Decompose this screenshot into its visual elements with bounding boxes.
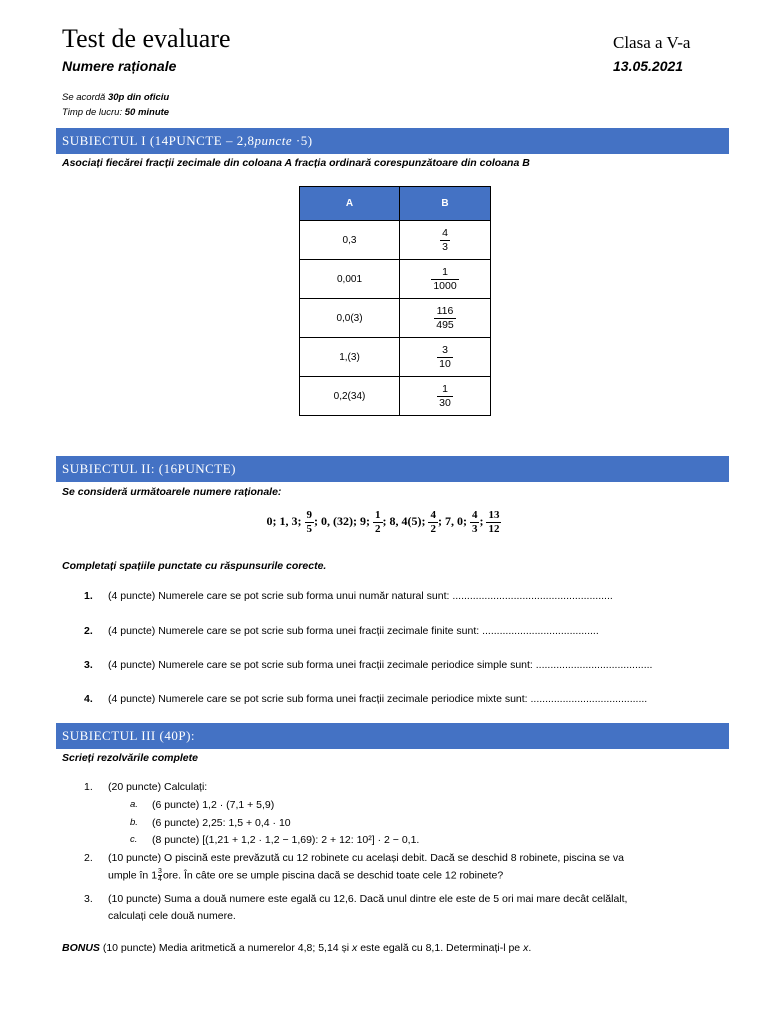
sub-text: (6 puncte) 2,25: 1,5 + 0,4 · 10 [152,817,291,829]
item-text: ore. În câte ore se umple piscina dacă se deschid toate cele 12 robinete? [162,869,504,882]
fraction [431,266,458,291]
item-text: (4 puncte) Numerele care se pot scrie sub forma unui număr natural sunt: ....................................................... [108,590,613,602]
test-subtitle: Numere raționale [62,58,177,74]
fraction [373,509,383,535]
table-row [300,338,491,377]
numerator: 4 [442,227,448,240]
office-prefix: Se acordă [62,92,108,103]
numerator: 3 [442,344,448,357]
table-row [300,377,491,416]
table-row [300,221,491,260]
fraction [437,344,453,369]
table-row [300,260,491,299]
fraction-cell [400,377,491,416]
item-number: 3. [84,893,93,905]
section2-header-bar: SUBIECTUL II: (16PUNCTE) [56,456,729,482]
subproblem-a [0,799,768,813]
denominator: 495 [436,318,454,331]
list-item [0,693,768,707]
fraction [440,227,450,252]
item-number: 3. [84,659,93,671]
item-text: (4 puncte) Numerele care se pot scrie sub forma unei fracții zecimale finite sunt: ........................................ [108,625,599,637]
bonus-problem [62,942,531,954]
time-prefix: Timp de lucru: [62,107,125,118]
section3-instruction: Scrieți rezolvările complete [62,752,198,764]
list-item [0,659,768,673]
column-b-header: B [400,187,491,221]
item-text: (4 puncte) Numerele care se pot scrie sub forma unei fracții zecimale periodice mixte sunt: ........................................ [108,693,648,705]
denominator: 1000 [433,279,457,292]
numerator: 3 [158,868,162,875]
problem-3-line2: calculați cele două numere. [108,910,236,922]
fraction [437,383,453,408]
numbers-part: ; [479,513,487,528]
office-points-note [62,92,169,103]
denominator: 12 [488,522,500,535]
subproblem-c [0,834,768,848]
section1-title-suffix: ·5) [292,133,313,148]
section1-instruction: Asociați fiecărei fracții zecimale din coloana A fracția ordinară corespunzătoare din coloana B [62,157,530,169]
sub-letter: a. [130,799,138,810]
denominator: 2 [375,522,381,535]
section2-instruction: Se consideră următoarele numere raționale: [62,486,282,498]
denominator: 3 [442,240,448,253]
subproblem-b [0,817,768,831]
fraction-cell [400,221,491,260]
work-time-note [62,107,169,118]
sub-letter: b. [130,817,138,828]
variable-x: x [523,942,529,954]
decimal-cell: 0,0(3) [300,299,400,338]
table-header-row [300,187,491,221]
rational-numbers-list [0,509,768,535]
item-text: (10 puncte) O piscină este prevăzută cu 12 robinete cu același debit. Dacă se deschid 8 robinete, piscina se va [108,852,624,864]
variable-x: x [352,942,358,954]
section1-title-prefix: SUBIECTUL I (14PUNCTE – 2,8 [62,133,255,148]
fraction [428,509,438,535]
numerator: 4 [430,509,436,521]
work-time: 50 minute [124,107,170,118]
problem-2-line2 [108,868,503,883]
fraction-cell [400,299,491,338]
numerator: 116 [436,305,454,318]
section1-header-bar [56,128,729,154]
completion-instruction: Completați spațiile punctate cu răspunsurile corecte. [62,560,327,572]
fraction [158,868,162,883]
denominator: 5 [306,522,313,535]
section1-title-italic: puncte [254,133,293,148]
fraction [305,509,315,535]
item-number: 2. [84,625,93,637]
denominator: 2 [430,522,436,535]
item-text: (20 puncte) Calculați: [108,781,208,793]
problem-1 [0,781,768,795]
matching-table [299,186,491,416]
decimal-cell: 0,001 [300,260,400,299]
decimal-cell: 0,2(34) [300,377,400,416]
item-text: (4 puncte) Numerele care se pot scrie sub forma unei fracții zecimale periodice simple sunt: ........................................ [108,659,653,671]
list-item [0,625,768,639]
numerator: 1 [375,509,381,521]
list-item [0,590,768,604]
test-title: Test de evaluare [62,24,231,53]
column-a-header: A [300,187,400,221]
bonus-text: este egală cu 8,1. Determinați-l pe [357,942,524,954]
item-number: 1. [84,590,93,602]
bonus-text: (10 puncte) Media aritmetică a numerelor 4,8; 5,14 și [99,942,353,954]
class-label: Clasa a V-a [613,33,691,52]
numerator: 4 [471,509,478,521]
numbers-part: ; 7, 0; [437,513,470,528]
bonus-text: . [528,942,532,954]
item-number: 2. [84,852,93,864]
numbers-part: ; 0, (32); 9; [314,513,373,528]
problem-2 [0,852,768,866]
denominator: 10 [439,357,451,370]
fraction [486,509,501,535]
numbers-part: ; 8, 4(5); [382,513,429,528]
numerator: 1 [442,383,448,396]
problem-3 [0,893,768,907]
sub-letter: c. [130,834,138,845]
decimal-cell: 1,(3) [300,338,400,377]
numerator: 9 [306,509,313,521]
item-number: 1. [84,781,93,793]
table-row [300,299,491,338]
fraction-cell [400,338,491,377]
office-points: 30p din oficiu [107,92,170,103]
decimal-cell: 0,3 [300,221,400,260]
section3-header-bar: SUBIECTUL III (40P): [56,723,729,749]
sub-text: (6 puncte) 1,2 · (7,1 + 5,9) [152,799,275,811]
fraction-cell [400,260,491,299]
denominator: 4 [158,876,162,883]
fraction [434,305,456,330]
bonus-label: BONUS [62,942,100,954]
test-date: 13.05.2021 [613,58,684,74]
denominator: 3 [471,522,478,535]
denominator: 30 [439,396,451,409]
numbers-part: 0; 1, 3; [266,513,305,528]
item-number: 4. [84,693,93,705]
sub-text: (8 puncte) [(1,21 + 1,2 · 1,2 − 1,69): 2 + 12: 10²] · 2 − 0,1. [152,834,420,846]
numerator: 1 [442,266,448,279]
numerator: 13 [488,509,500,521]
item-text: umple în 1 [108,869,158,882]
item-text: (10 puncte) Suma a două numere este egală cu 12,6. Dacă unul dintre ele este de 5 ori mai mare decât celălalt, [108,893,628,905]
